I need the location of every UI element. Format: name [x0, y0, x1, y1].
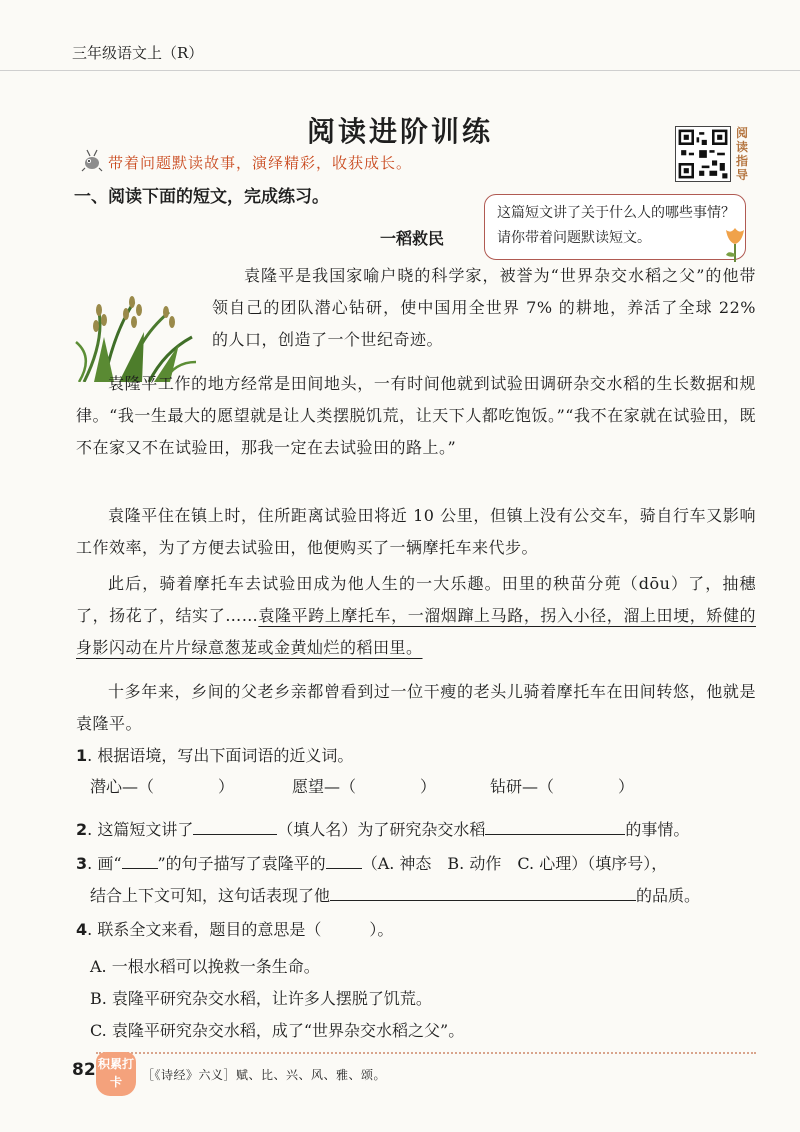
question-text: 结合上下文可知，这句话表现了他 — [90, 886, 331, 905]
qr-code-icon[interactable] — [675, 126, 731, 182]
question-1 — [76, 740, 353, 772]
synonym-blank-1[interactable]: 潜心—（ ） — [90, 777, 235, 796]
synonym-blank-3[interactable]: 钻研—（ ） — [490, 777, 635, 796]
rice-plant-illustration — [74, 282, 198, 382]
event-answer-blank[interactable] — [485, 817, 625, 835]
reading-guide-label: 阅读指导 — [736, 126, 749, 182]
question-number: 4 — [76, 920, 88, 939]
footer-divider — [96, 1052, 756, 1054]
header-divider — [0, 70, 800, 71]
question-3-line-2 — [90, 880, 700, 912]
story-paragraph-1: 袁隆平是我国家喻户晓的科学家，被誉为“世界杂交水稻之父”的他带领自己的团队潜心钻研，使中国用全世界 7% 的耕地，养活了全球 22% 的人口，创造了一个世纪奇迹。 — [212, 266, 756, 349]
quality-answer-blank[interactable] — [330, 883, 636, 901]
question-text: ”的句子描写了袁隆平的 — [157, 854, 326, 873]
question-text: 的品质。 — [636, 886, 701, 905]
question-text[interactable]: . 联系全文来看，题目的意思是（ ）。 — [87, 920, 394, 939]
question-number: 1 — [76, 746, 88, 765]
option-a[interactable]: A. 一根水稻可以挽救一条生命。 — [90, 957, 320, 976]
question-number: 2 — [76, 820, 88, 839]
flower-icon — [718, 222, 752, 262]
underline-mark — [122, 851, 158, 869]
question-text: . 这篇短文讲了 — [87, 820, 194, 839]
story-title: 一稻救民 — [380, 229, 445, 248]
choice-answer-blank[interactable] — [326, 851, 362, 869]
tagline: 带着问题默读故事，演绎精彩，收获成长。 — [108, 154, 413, 172]
story-paragraph-3: 袁隆平住在镇上时，住所距离试验田将近 10 公里，但镇上没有公交车，骑自行车又影响工作效率，为了方便去试验田，他便购买了一辆摩托车来代步。 — [76, 506, 756, 557]
option-b[interactable]: B. 袁隆平研究杂交水稻，让许多人摆脱了饥荒。 — [90, 989, 432, 1008]
synonym-blank-2[interactable]: 愿望—（ ） — [292, 777, 437, 796]
question-text: （填人名）为了研究杂交水稻 — [277, 820, 486, 839]
question-text: 的事情。 — [625, 820, 690, 839]
question-2 — [76, 814, 689, 846]
question-number: 3 — [76, 854, 88, 873]
question-4 — [76, 914, 393, 946]
page-title: 阅读进阶训练 — [306, 115, 493, 148]
story-paragraph-5: 十多年来，乡间的父老乡亲都曾看到过一位干瘦的老头儿骑着摩托车在田间转悠，他就是袁隆平。 — [76, 682, 756, 733]
checkin-badge: 积累打卡 — [96, 1052, 136, 1096]
option-c[interactable]: C. 袁隆平研究杂交水稻，成了“世界杂交水稻之父”。 — [90, 1021, 465, 1040]
footnote: ［《诗经》六义］赋、比、兴、风、雅、颂。 — [142, 1068, 387, 1082]
underlined-sentence: 袁隆平跨上摩托车，一溜烟蹿上马路，拐入小径，溜上田埂，矫健的身影闪动在片片绿意葱茏或金黄灿烂的稻田里。 — [76, 606, 756, 657]
story-paragraph-2: 袁隆平工作的地方经常是田间地头，一有时间他就到试验田调研杂交水稻的生长数据和规律。“我一生最大的愿望就是让人类摆脱饥荒，让天下人都吃饱饭。”“我不在家就在试验田，既不在家又不在试验田，那我一定在去试验田的路上。” — [76, 374, 756, 457]
page-number: 82 — [72, 1060, 96, 1080]
question-3 — [76, 848, 667, 880]
question-text: （A. 神态 B. 动作 C. 心理）（填序号）， — [361, 854, 668, 873]
question-text: . 画“ — [87, 854, 122, 873]
name-answer-blank[interactable] — [193, 817, 277, 835]
grade-label: 三年级语文上（R） — [72, 44, 204, 62]
section-heading: 一、阅读下面的短文，完成练习。 — [74, 187, 329, 207]
bug-mascot-icon — [80, 148, 104, 172]
story-paragraph-4 — [76, 568, 756, 664]
reading-tip-box: 这篇短文讲了关于什么人的哪些事情？请你带着问题默读短文。 — [484, 194, 746, 260]
paragraph-4-text: 此后，骑着摩托车去试验田成为他人生的一大乐趣。田里的秧苗分蔸（dōu）了，抽穗了，扬花了，结实了…… — [76, 574, 756, 625]
question-text: . 根据语境，写出下面词语的近义词。 — [87, 746, 354, 765]
